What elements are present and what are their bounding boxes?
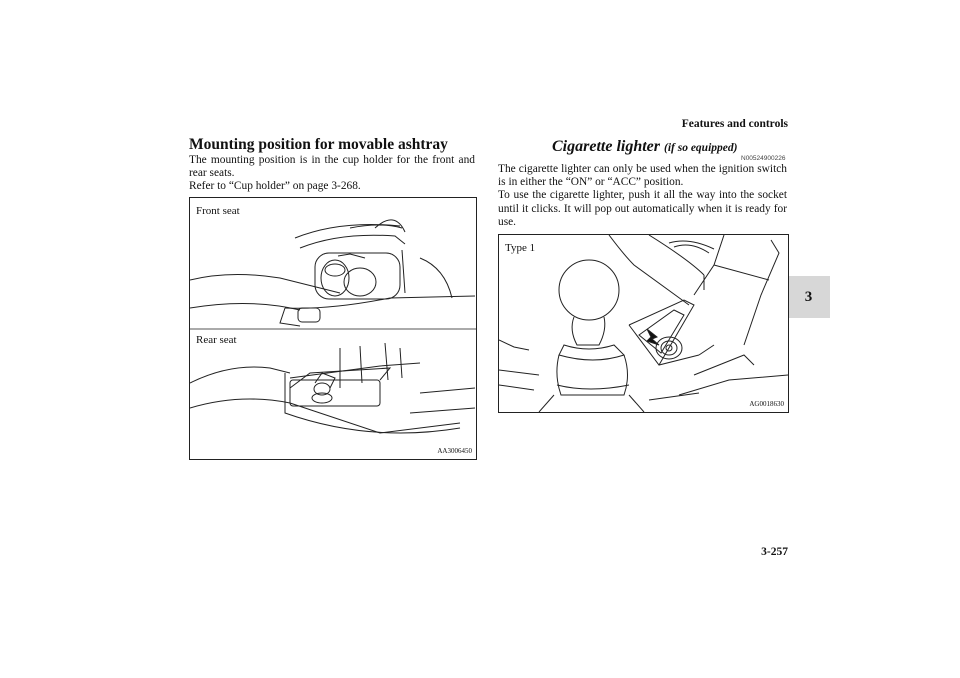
ashtray-illustration — [190, 198, 476, 459]
reference-code: N00524900226 — [741, 155, 786, 162]
cigarette-lighter-figure — [498, 234, 789, 413]
cigarette-lighter-body-text — [498, 163, 787, 229]
heading-main: Cigarette lighter — [552, 138, 660, 155]
ashtray-figure — [189, 197, 477, 460]
paragraph: The cigarette lighter can only be used when the ignition switch is in either the “ON” or “ACC” position. — [498, 163, 787, 189]
cigarette-lighter-illustration — [499, 235, 788, 412]
ashtray-body-text — [189, 154, 475, 194]
figure-label-rear-seat: Rear seat — [196, 334, 237, 346]
heading-suffix: (if so equipped) — [664, 142, 738, 154]
figure-label-type: Type 1 — [505, 242, 536, 254]
paragraph: Refer to “Cup holder” on page 3-268. — [189, 180, 361, 193]
chapter-tab: 3 — [787, 276, 830, 318]
running-header: Features and controls — [681, 118, 788, 130]
paragraph: To use the cigarette lighter, push it all the way into the socket until it clicks. It will pop out automatically when it is ready for use. — [498, 189, 787, 228]
paragraph: The mounting position is in the cup holder for the front and rear seats. — [189, 154, 475, 180]
figure-label-front-seat: Front seat — [196, 205, 240, 217]
page-number: 3-257 — [761, 546, 788, 558]
figure-code: AA3006450 — [437, 447, 472, 455]
section-heading-cigarette-lighter — [552, 138, 737, 156]
section-heading-ashtray: Mounting position for movable ashtray — [189, 136, 448, 153]
figure-code: AG0018630 — [749, 400, 784, 408]
